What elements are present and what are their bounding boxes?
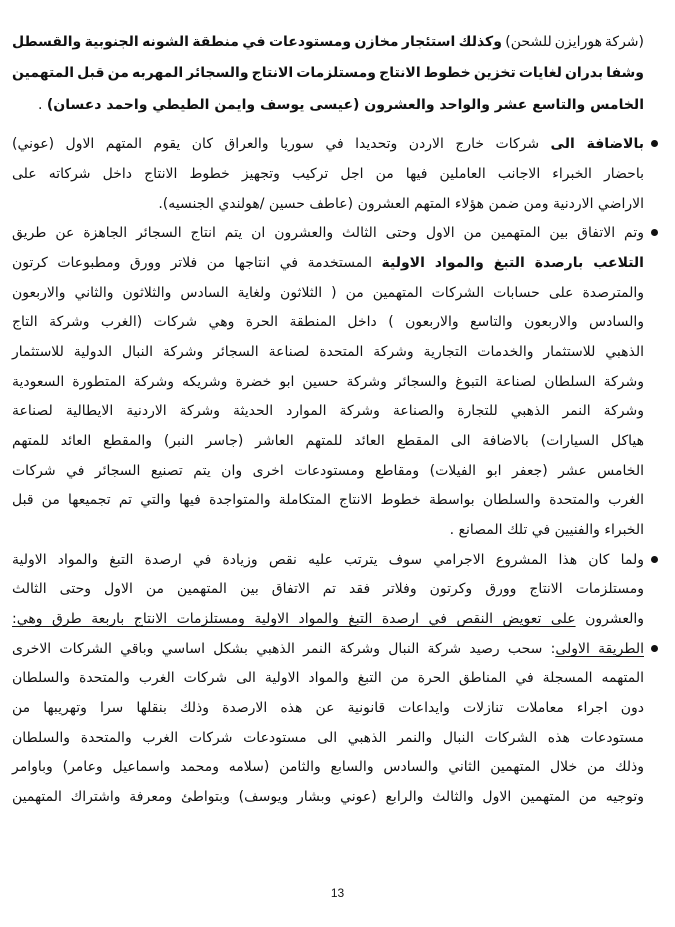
page-number: 13	[330, 886, 345, 900]
text-line: هياكل السيارات) بالاضافة الى المقطع العائد للمتهم العاشر (جاسر النبر) والمقطع العائد للمتهم	[12, 433, 644, 449]
text-line: وشركة السلطان لصناعة التبوغ والسجائر وشركة حسين ابو خضرة وشريكه وشركة المتطورة السعودية	[12, 374, 644, 390]
text-line: الخبراء والفنيين في تلك المصانع .	[449, 522, 644, 538]
bullet-icon	[651, 556, 658, 563]
text-line: وتم الاتفاق بين المتهمين من الاول وحتى الثالث والعشرون ان يتم انتاج السجائر الجاهزة عن طريق	[12, 225, 644, 241]
text-line: وشفا بدران لغايات تخزين خطوط الانتاج ومستلزمات الانتاج والسجائر المهربه من قبل المتهمين	[12, 65, 644, 81]
text-line: ولما كان هذا المشروع الاجرامي سوف يترتب عليه نقص وزيادة في ارصدة التبغ والمواد الاولية	[12, 552, 644, 568]
text-line: والمترصدة على حسابات الشركات المتهمين من ( الثلاثون ولغاية السادس والثلاثون والثاني والاربعون	[12, 285, 644, 301]
text-line: وتوجيه من المتهمين الاول والثالث والرابع (عوني وبشار ويوسف) وبتواطئ ومعرفة واشتراك المتهمين	[12, 789, 644, 805]
text-line: وذلك من خلال المتهمين الثاني والسادس والسابع والثامن (سلامه ومحمد واسماعيل وعامر) وباوامر	[12, 759, 644, 775]
text-line: مستودعات هذه الشركات النبال والنمر الذهبي الى مستودعات شركات الغرب والمتحدة والسلطان	[12, 730, 644, 746]
text-line: والعشرون على تعويض النقص في ارصدة التبغ والمواد الاولية ومستلزمات الانتاج باربعة طرق وهي:	[12, 611, 644, 627]
text-line: والسادس والاربعون والتاسع والاربعون ) داخل المنطقة الحرة وهي شركات (الغرب وشركة التاج	[12, 314, 644, 330]
text-line: الغرب والمتحدة والسلطان بواسطة خطوط الانتاج المتكاملة والمتواجدة فيها والتي تم تجميعها من قبل	[12, 492, 644, 508]
text-line: الطريقة الاولى: سحب رصيد شركة النبال وشركة النمر الذهبي بشكل اساسي وباقي الشركات الاخرى	[11, 641, 644, 657]
bullet-icon	[651, 645, 658, 652]
text-line: ومستلزمات الانتاج وورق وكرتون وفلاتر فقد تم الاتفاق بين المتهمين من الاول وحتى الثالث	[12, 581, 644, 597]
bullet-icon	[651, 140, 658, 147]
text-line: بالاضافة الى شركات خارج الاردن وتحديدا في سوريا والعراق كان يقوم المتهم الاول (عوني)	[12, 136, 644, 152]
text-line: الذهبي للاستثمار والخدمات التجارية وشركة المتحدة لصناعة السجائر وشركة النبال الدولية للاستثمار	[12, 344, 644, 360]
text-line: الخامس عشر (جعفر ابو الفيلات) ومقاطع ومستودعات اخرى وان يتم تصنيع السجائر في شركات	[12, 463, 644, 479]
text-line: الخامس والتاسع عشر والواحد والعشرون (عيسى يوسف وايمن الطيطي واحمد دعسان) .	[37, 97, 644, 113]
text-line: التلاعب بارصدة التبغ والمواد الاولية المستخدمة في انتاجها من فلاتر وورق ومطبوعات كرتون	[11, 255, 644, 271]
text-line: المتهمه المسجلة في المناطق الحرة من التبغ والمواد الاولية الى شركات الغرب والمتحدة والسلطان	[12, 670, 644, 686]
text-line: باحضار الخبراء الاجانب العاملين فيها من اجل تركيب وتجهيز خطوط الانتاج داخل شركاته على	[12, 166, 644, 182]
text-line: (شركة هورايزن للشحن) وكذلك استئجار مخازن ومستودعات في منطقة الشونه الجنوبية والقسطل	[12, 34, 644, 50]
text-line: الاراضي الاردنية ومن ضمن هؤلاء المتهم العشرون (عاطف حسين /هولندي الجنسيه).	[158, 196, 644, 212]
bullet-icon	[651, 229, 658, 236]
text-line: دون اجراء معاملات تنازلات وايداعات قانونية عن هذه الارصدة وذلك بنقلها سرا وتهريبها من	[12, 700, 644, 716]
text-line: وشركة النمر الذهبي للتجارة والصناعة وشركة الموارد الحديثة وشركة الاردنية الايطالية لصناعة	[12, 403, 644, 419]
